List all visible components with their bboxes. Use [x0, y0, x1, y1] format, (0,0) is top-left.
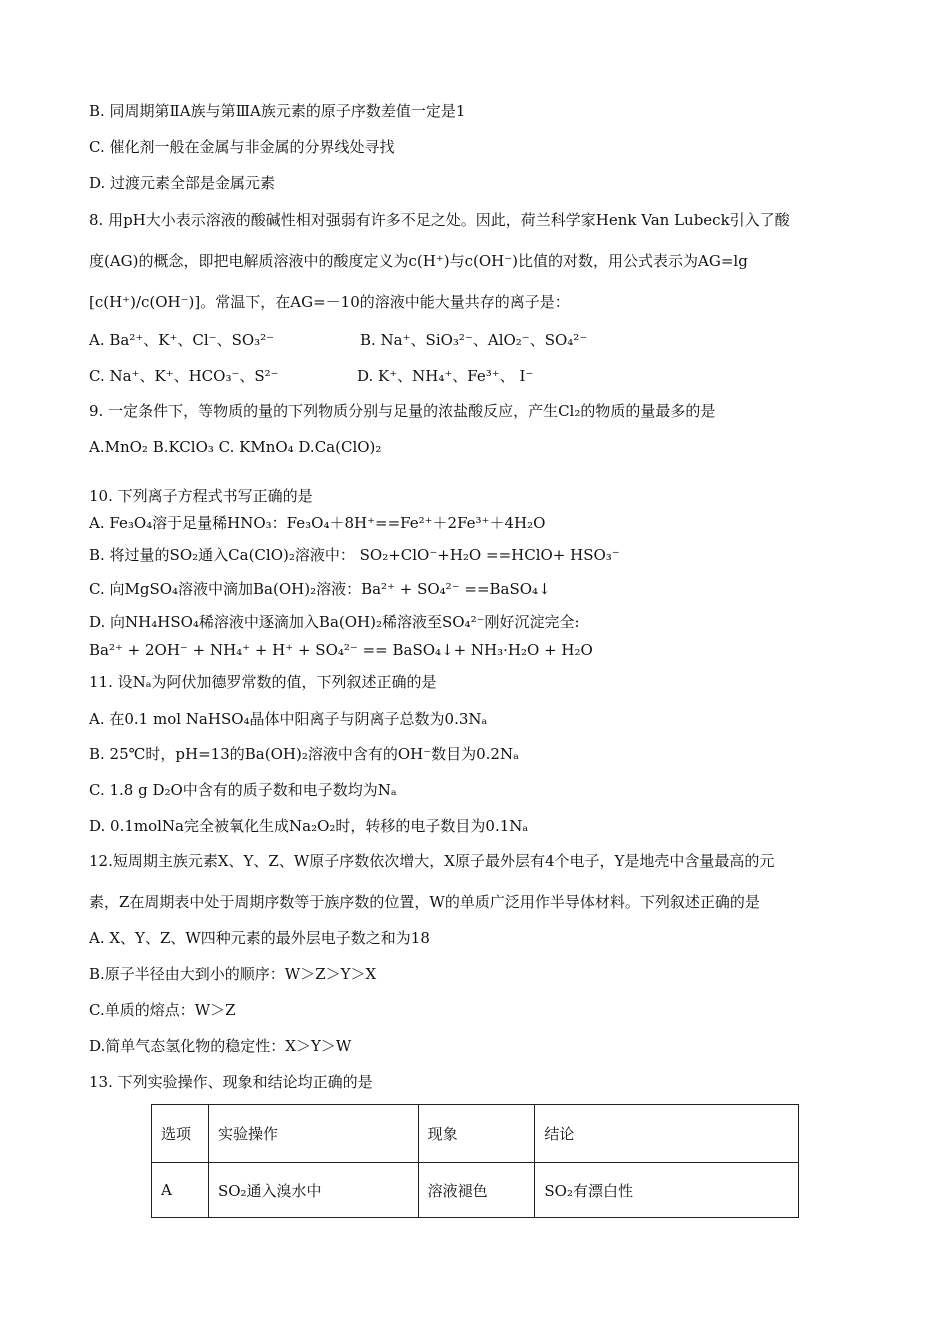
q12-stem-line2: 素，Z在周期表中处于周期序数等于族序数的位置，W的单质广泛用作半导体材料。下列叙述正确的是	[89, 893, 760, 911]
cell-conclusion: SO₂有漂白性	[535, 1163, 799, 1218]
q8-stem-line3: [c(H⁺)/c(OH⁻)]。常温下，在AG=－10的溶液中能大量共存的离子是：	[89, 293, 570, 311]
q11-option-d: D. 0.1molNa完全被氧化生成Na₂O₂时，转移的电子数目为0.1Nₐ	[89, 817, 529, 835]
q11-option-b: B. 25℃时，pH=13的Ba(OH)₂溶液中含有的OH⁻数目为0.2Nₐ	[89, 745, 519, 763]
q12-option-d: D.简单气态氢化物的稳定性：X＞Y＞W	[89, 1037, 352, 1055]
q8-option-b: B. Na⁺、SiO₃²⁻、AlO₂⁻、SO₄²⁻	[360, 331, 588, 349]
q8-option-a: A. Ba²⁺、K⁺、Cl⁻、SO₃²⁻	[89, 331, 275, 349]
q10-option-d: D. 向NH₄HSO₄稀溶液中逐滴加入Ba(OH)₂稀溶液至SO₄²⁻刚好沉淀完全:	[89, 613, 580, 631]
q11-option-c: C. 1.8 g D₂O中含有的质子数和电子数均为Nₐ	[89, 781, 397, 799]
q12-option-c: C.单质的熔点：W＞Z	[89, 1001, 236, 1019]
q8-stem-line2: 度(AG)的概念，即把电解质溶液中的酸度定义为c(H⁺)与c(OH⁻)比值的对数，用公式表示为AG=lg	[89, 252, 748, 270]
table-row	[152, 1163, 799, 1218]
q7-option-c: C. 催化剂一般在金属与非金属的分界线处寻找	[89, 138, 395, 156]
cell-operation: SO₂通入溴水中	[208, 1163, 418, 1218]
q12-option-b: B.原子半径由大到小的顺序：W＞Z＞Y＞X	[89, 965, 377, 983]
header-option: 选项	[152, 1105, 209, 1163]
q13-table	[151, 1104, 799, 1218]
q10-option-a: A. Fe₃O₄溶于足量稀HNO₃：Fe₃O₄＋8H⁺==Fe²⁺＋2Fe³⁺＋4H₂O	[89, 514, 546, 532]
q11-option-a: A. 在0.1 mol NaHSO₄晶体中阳离子与阴离子总数为0.3Nₐ	[89, 710, 488, 728]
q7-option-d: D. 过渡元素全部是金属元素	[89, 174, 276, 192]
q10-option-b: B. 将过量的SO₂通入Ca(ClO)₂溶液中： SO₂+ClO⁻+H₂O ==HClO+ HSO₃⁻	[89, 546, 620, 564]
header-phenomenon: 现象	[418, 1105, 535, 1163]
cell-phenomenon: 溶液褪色	[418, 1163, 535, 1218]
q8-option-d: D. K⁺、NH₄⁺、Fe³⁺、 I⁻	[357, 367, 534, 385]
q8-option-c: C. Na⁺、K⁺、HCO₃⁻、S²⁻	[89, 367, 279, 385]
q9-options: A.MnO₂ B.KClO₃ C. KMnO₄ D.Ca(ClO)₂	[89, 438, 382, 456]
header-operation: 实验操作	[208, 1105, 418, 1163]
q12-option-a: A. X、Y、Z、W四种元素的最外层电子数之和为18	[89, 929, 430, 947]
q7-option-b: B. 同周期第ⅡA族与第ⅢA族元素的原子序数差值一定是1	[89, 102, 466, 120]
q11-stem: 11. 设Nₐ为阿伏加德罗常数的值，下列叙述正确的是	[89, 673, 437, 691]
q10-option-c: C. 向MgSO₄溶液中滴加Ba(OH)₂溶液：Ba²⁺ + SO₄²⁻ ==BaSO₄↓	[89, 580, 551, 598]
header-conclusion: 结论	[535, 1105, 799, 1163]
q13-stem: 13. 下列实验操作、现象和结论均正确的是	[89, 1073, 373, 1091]
q10-stem: 10. 下列离子方程式书写正确的是	[89, 487, 313, 505]
table-header-row	[152, 1105, 799, 1163]
cell-option: A	[152, 1163, 209, 1218]
q10-option-d-equation: Ba²⁺ + 2OH⁻ + NH₄⁺ + H⁺ + SO₄²⁻ == BaSO₄↓+ NH₃·H₂O + H₂O	[89, 641, 593, 659]
q9-stem: 9. 一定条件下，等物质的量的下列物质分别与足量的浓盐酸反应，产生Cl₂的物质的量最多的是	[89, 402, 716, 420]
q12-stem-line1: 12.短周期主族元素X、Y、Z、W原子序数依次增大，X原子最外层有4个电子，Y是地壳中含量最高的元	[89, 852, 775, 870]
q8-stem-line1: 8. 用pH大小表示溶液的酸碱性相对强弱有许多不足之处。因此，荷兰科学家Henk Van Lubeck引入了酸	[89, 211, 790, 229]
